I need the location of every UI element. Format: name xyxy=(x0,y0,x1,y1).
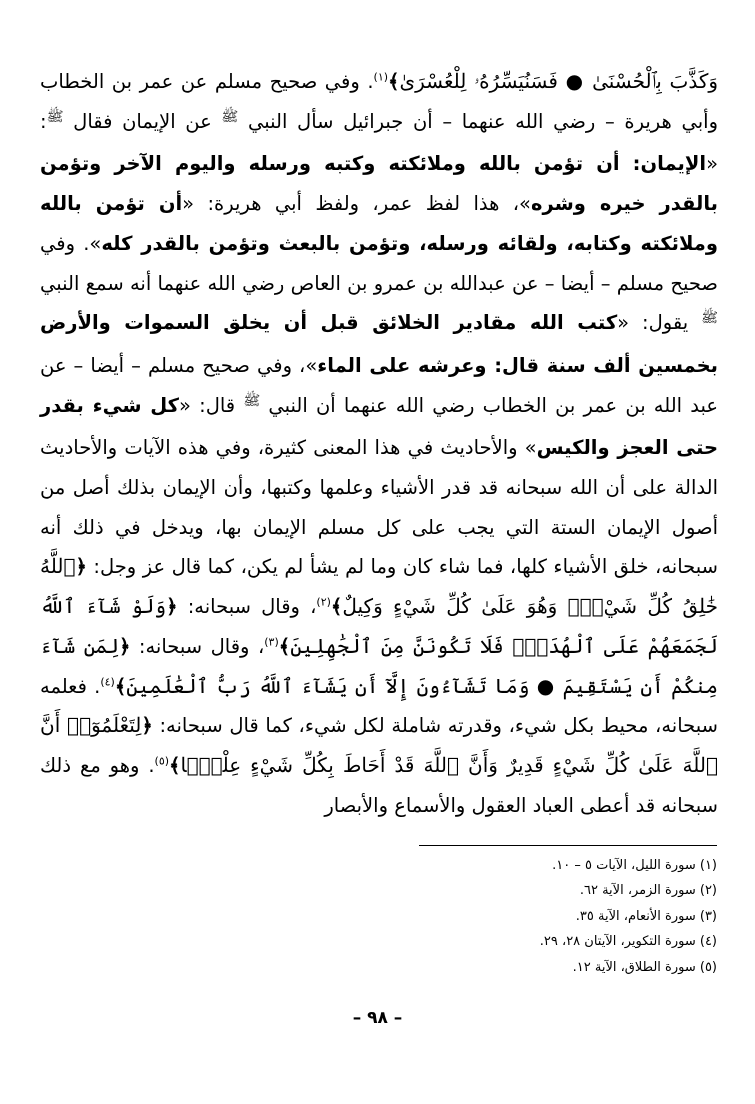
body-text-run: ، وقال سبحانه: xyxy=(177,595,317,619)
quran-verse: لِمَن شَآءَ مِنكُمْ أَن يَسْتَقِيمَ ● وَمَا تَشَآءُونَ إِلَّآ أَن يَشَآءَ ٱللَّهُ رَبُّ ٱلْعَٰلَمِينَ xyxy=(40,633,718,698)
body-text-run: . وهو مع ذلك سبحانه قد أعطى العباد العقول والأسماع والأبصار xyxy=(40,753,718,817)
body-text-run: . وفي صحيح مسلم عن عمر بن الخطاب وأبي هريرة – رضي الله عنهما – أن جبرائيل سأل النبي xyxy=(40,70,718,133)
body-text-run: »، هذا لفظ عمر، ولفظ أبي هريرة: « xyxy=(182,192,531,216)
quran-verse: وَكَذَّبَ بِٱلْحُسْنَىٰ ● فَسَنُيَسِّرُهُۥ لِلْعُسْرَىٰ xyxy=(399,69,718,93)
quran-open-bracket: ﴿ xyxy=(166,595,178,619)
body-text-run: » والأحاديث في هذا المعنى كثيرة، وفي هذه الآيات والأحاديث الدالة على أن الله سبحانه قد قدر الأشياء وعلمها وكتبها، وأن الإيمان بذلك أصل من أصول الإيمان الستة التي يجب على كل مسلم الإيمان بها، ويدخل في ذلك أنه سبحانه، خلق الأشياء كلها، فما شاء كان وما لم يشأ لم يكن، كما قال عز وجل: xyxy=(40,436,718,579)
quran-open-bracket: ﴿ xyxy=(141,714,153,738)
quran-close-bracket: ﴾ xyxy=(169,753,181,777)
salutation-glyph: ﷺ xyxy=(243,392,261,409)
body-text-run: يقول: « xyxy=(617,311,702,335)
quran-close-bracket: ﴾ xyxy=(388,70,400,93)
page-body xyxy=(40,62,718,825)
footnote-2: (٢) سورة الزمر، الآية ٦٢. xyxy=(579,883,717,899)
footnote-ref: (٣) xyxy=(264,635,279,649)
quran-open-bracket: ﴿ xyxy=(75,555,87,579)
salutation-glyph: ﷺ xyxy=(701,310,718,327)
quran-verse: وَلَوْ شَآءَ ٱللَّهُ لَجَمَعَهُمْ عَلَى ٱلْهُدَىٰۚ فَلَا تَكُونَنَّ مِنَ ٱلْجَٰهِلِينَ xyxy=(40,594,718,658)
quran-close-bracket: ﴾ xyxy=(278,634,291,658)
quran-verse: لِتَعْلَمُوٓا۟ أَنَّ ٱللَّهَ عَلَىٰ كُلِّ شَيْءٍ قَدِيرٌ وَأَنَّ ٱللَّهَ قَدْ أَحَاطَ بِكُلِّ شَيْءٍ عِلْمًۢا xyxy=(40,713,718,777)
footnote-ref: (٥) xyxy=(154,754,170,768)
salutation-glyph: ﷺ xyxy=(221,108,239,125)
body-text-run: عن الإيمان فقال xyxy=(63,109,222,133)
quran-close-bracket: ﴾ xyxy=(114,674,127,698)
hadith-quote: أن تؤمن بالله وملائكته وكتابه، ولقائه ورسله، وتؤمن بالبعث وتؤمن بالقدر كله xyxy=(40,192,718,255)
hadith-quote: كل شيء بقدر حتى العجز والكيس xyxy=(40,393,718,460)
footnote-3: (٣) سورة الأنعام، الآية ٣٥. xyxy=(575,908,717,924)
footnote-1: (١) سورة الليل، الآيات ٥ – ١٠. xyxy=(552,858,717,873)
footnote-ref: (٢) xyxy=(316,595,331,609)
footnote-4: (٤) سورة التكوير، الآيتان ٢٨، ٢٩. xyxy=(539,934,717,950)
hadith-quote: كتب الله مقادير الخلائق قبل أن يخلق السموات والأرض بخمسين ألف سنة قال: وعرشه على الماء xyxy=(40,311,719,377)
quran-open-bracket: ﴿ xyxy=(118,634,131,658)
salutation-glyph: ﷺ xyxy=(46,108,64,125)
footnote-ref: (٤) xyxy=(100,675,115,689)
body-text-run: . فعلمه سبحانه، محيط بكل شيء، وقدرته شاملة لكل شيء، كما قال سبحانه: xyxy=(40,674,718,738)
body-text-run: ». وفي صحيح مسلم – أيضا – عن عبدالله بن عمرو بن العاص رضي الله عنهما أنه سمع النبي xyxy=(40,231,718,295)
footnote-5: (٥) سورة الطلاق، الآية ١٢. xyxy=(572,959,717,975)
footnotes-list xyxy=(317,853,717,980)
body-text-run: قال: « xyxy=(179,393,244,417)
hadith-quote: الإيمان: أن تؤمن بالله وملائكته وكتبه ورسله واليوم الآخر وتؤمن بالقدر خيره وشره xyxy=(40,152,718,216)
body-text-run: ، وقال سبحانه: xyxy=(130,634,265,658)
quran-close-bracket: ﴾ xyxy=(330,595,343,619)
main-text xyxy=(40,62,718,825)
quran-verse: ٱللَّهُ خَٰلِقُ كُلِّ شَيْءٍۖ وَهُوَ عَلَىٰ كُلِّ شَيْءٍ وَكِيلٌ xyxy=(40,554,719,619)
page-number: – ٩٨ – xyxy=(352,1008,403,1028)
body-text-run: : « xyxy=(40,109,718,176)
footnote-ref: (١) xyxy=(373,70,389,84)
footnote-divider xyxy=(419,845,717,846)
body-text-run: »، وفي صحيح مسلم – أيضا – عن عبد الله بن عمر بن الخطاب رضي الله عنهما أن النبي xyxy=(40,353,719,417)
